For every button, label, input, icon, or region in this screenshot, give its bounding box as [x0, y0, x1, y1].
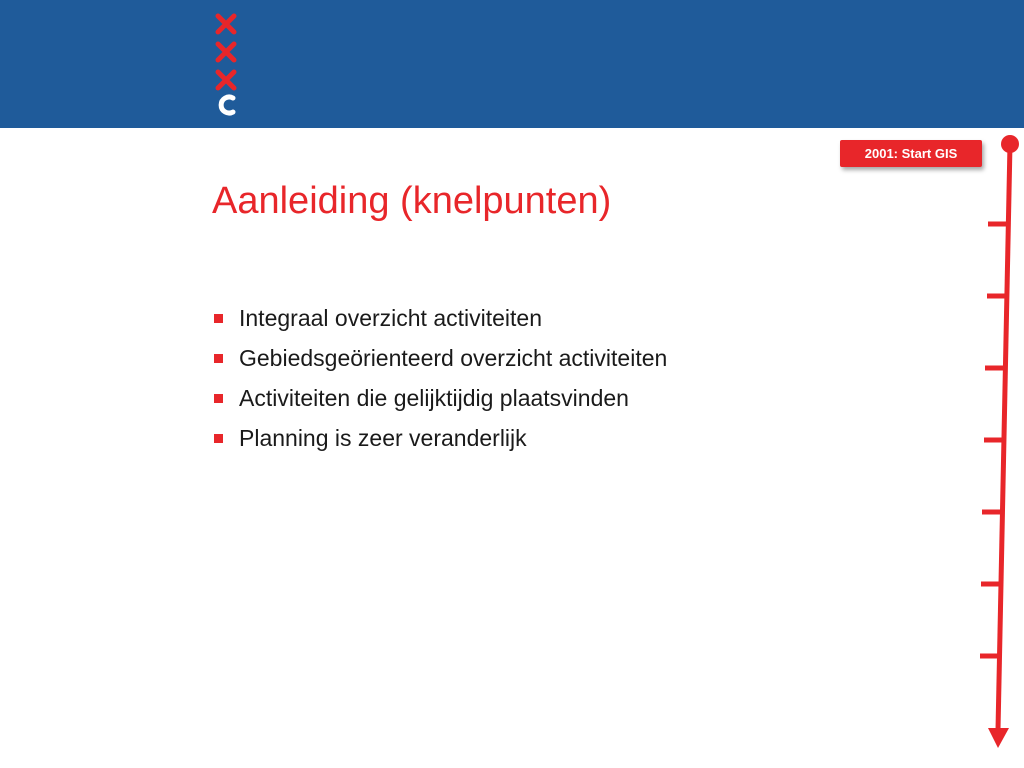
slide-title: Aanleiding (knelpunten): [212, 180, 612, 222]
bullet-item: [214, 418, 667, 458]
bullet-square-icon: [214, 434, 223, 443]
header-band: [0, 0, 1024, 128]
bullet-item: [214, 378, 667, 418]
bullet-square-icon: [214, 394, 223, 403]
timeline-badge: 2001: Start GIS: [840, 140, 982, 167]
bullet-square-icon: [214, 354, 223, 363]
bullet-text: Gebiedsgeörienteerd overzicht activiteiten: [239, 344, 668, 371]
bullet-list: [214, 298, 667, 458]
bullet-text: Activiteiten die gelijktijdig plaatsvinden: [239, 384, 629, 411]
amsterdam-xxx-logo-icon: [214, 12, 238, 120]
bullet-text: Integraal overzicht activiteiten: [239, 304, 542, 331]
bullet-square-icon: [214, 314, 223, 323]
timeline-axis: [980, 130, 1020, 755]
bullet-item: [214, 298, 667, 338]
bullet-item: [214, 338, 667, 378]
bullet-text: Planning is zeer veranderlijk: [239, 424, 527, 451]
